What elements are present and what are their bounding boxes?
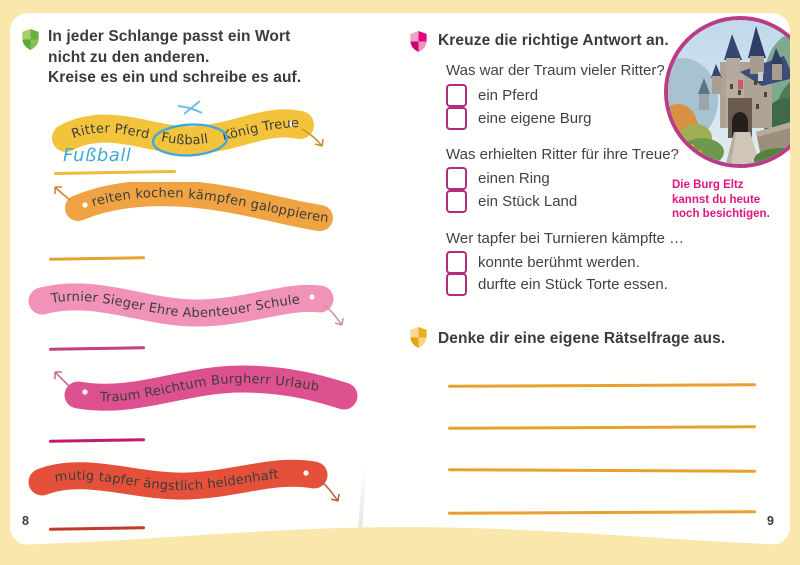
left-task-heading-line1: In jeder Schlange passt ein Wort [48,28,291,45]
snake-3-eye [309,294,314,299]
right-task1-heading: Kreuze die richtige Antwort an. [438,32,669,49]
word-snake-3[interactable] [26,277,352,339]
snake-1-word-circled[interactable]: Fußball [160,130,210,149]
shield-pink-icon [408,30,429,53]
option-label: durfte ein Stück Torte essen. [478,276,668,293]
checkbox-q2-b[interactable] [446,190,467,213]
question-2: Was erhielten Ritter für ihre Treue? [446,146,679,163]
option-label: ein Stück Land [478,193,578,210]
option-row [446,190,577,213]
snake-3-words[interactable]: Turnier Sieger Ehre Abenteuer Schule [50,289,301,322]
snake-5-tongue [320,480,339,501]
option-row [446,273,668,296]
right-task2-heading: Denke dir eine eigene Rätselfrage aus. [438,330,726,347]
page-number-right: 9 [767,514,774,528]
shield-green-icon [20,28,41,51]
snake-3-tongue [324,305,343,325]
word-snake-2[interactable] [36,182,340,240]
shield-yellow-icon [408,326,429,349]
pencil-scribble [178,101,202,114]
page-number-left: 8 [22,514,29,528]
word-snake-5[interactable] [26,452,348,514]
checkbox-q3-a[interactable] [446,251,467,274]
page-border-bottom [0,522,800,565]
left-task-heading [48,27,301,89]
snake-4-eye [82,389,87,394]
checkbox-q1-a[interactable] [446,84,467,107]
question-3: Wer tapfer bei Turnieren kämpfte … [446,230,685,247]
page-border-right [790,0,800,565]
photo-caption-line3: noch besichtigen. [672,208,770,220]
svg-text:Traum Reichtum Burgherr Urlaub [99,372,321,405]
written-answer-1: Fußball [63,145,132,166]
checkbox-q3-b[interactable] [446,273,467,296]
snake-1-words-after[interactable]: König Treue [220,115,300,145]
word-snake-4[interactable] [44,365,368,423]
snake-4-words[interactable]: Traum Reichtum Burgherr Urlaub [99,371,321,406]
snake-2-tongue [55,187,70,200]
option-label: konnte berühmt werden. [478,254,640,271]
question-1: Was war der Traum vieler Ritter? [446,62,665,79]
left-task-heading-line2: nicht zu den anderen. [48,48,210,66]
left-task-heading-line3: Kreise es ein und schreibe es auf. [48,69,302,86]
option-row [446,167,550,190]
snake-4-tongue [55,372,70,387]
snake-2-words[interactable]: reiten kochen kämpfen galoppieren [89,186,330,227]
photo-caption-line1: Die Burg Eltz [672,179,744,191]
checkbox-q2-a[interactable] [446,167,467,190]
option-label: einen Ring [478,170,550,187]
option-label: eine eigene Burg [478,110,592,127]
option-label: ein Pferd [478,87,539,104]
snake-5-eye [303,470,308,475]
photo-caption-line2: kannst du heute [672,193,761,206]
snake-2-eye [82,202,87,207]
snake-1-words-before[interactable]: Ritter Pferd [69,121,151,143]
photo-caption [672,178,770,222]
castle-illustration [668,20,800,164]
option-row [446,107,591,130]
option-row [446,251,640,274]
option-row [446,84,538,107]
snake-5-words[interactable]: mutig tapfer ängstlich heldenhaft [53,467,280,495]
checkbox-q1-b[interactable] [446,107,467,130]
